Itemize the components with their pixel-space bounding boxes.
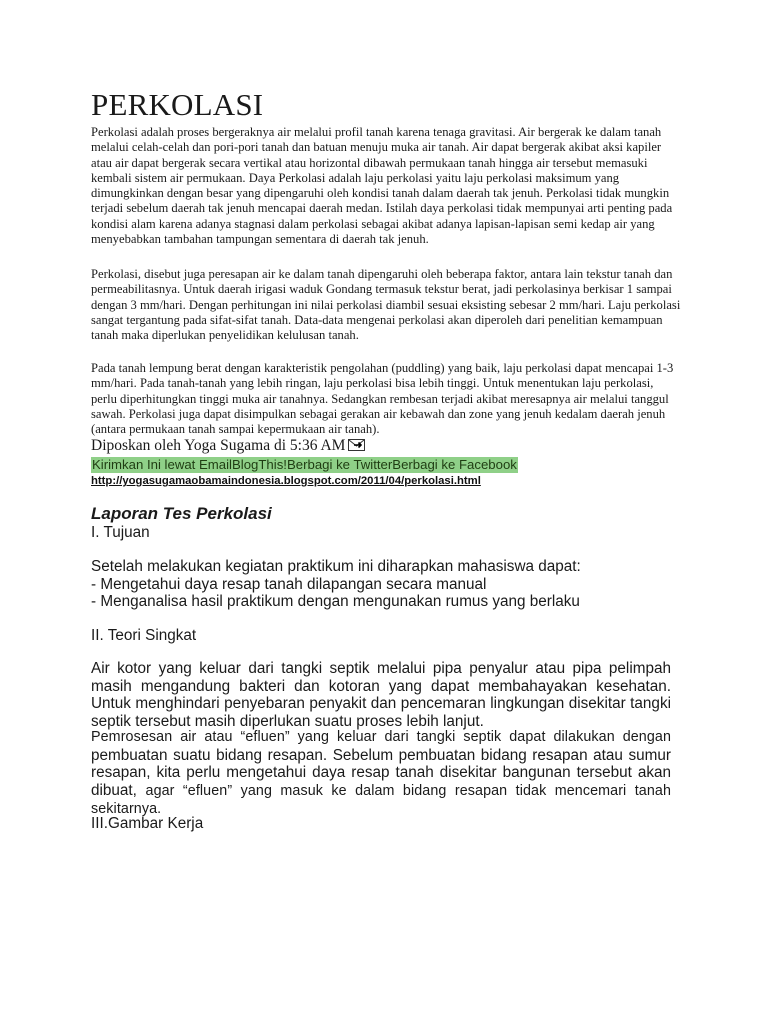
teori-line-c: agar “efluen” yang masuk ke dalam bidang resapan tidak mencemari tanah sekitarnya. bbox=[91, 782, 671, 817]
tujuan-intro: Setelah melakukan kegiatan praktikum ini diharapkan mahasiswa dapat: bbox=[91, 558, 581, 575]
post-footer bbox=[91, 437, 365, 455]
section-teori: II. Teori Singkat bbox=[91, 627, 197, 644]
section-tujuan: I. Tujuan bbox=[91, 524, 150, 541]
email-post-icon[interactable] bbox=[348, 438, 365, 450]
teori-paragraph-2 bbox=[91, 728, 671, 819]
tujuan-bullet-2: - Menganalisa hasil praktikum dengan mengunakan rumus yang berlaku bbox=[91, 593, 580, 610]
share-bar bbox=[91, 457, 518, 473]
share-twitter-link[interactable]: Berbagi ke Twitter bbox=[286, 457, 393, 472]
share-email-link[interactable]: Kirimkan Ini lewat Email bbox=[92, 457, 232, 472]
teori-line-a: Pemrosesan air atau “efluen” yang keluar dari tangki septik dapat dilakukan dengan bbox=[91, 729, 671, 745]
paragraph-2: Perkolasi, disebut juga peresapan air ke dalam tanah dipengaruhi oleh beberapa faktor, antara lain tekstur tanah dan permeabilitasnya. Untuk daerah irigasi waduk Gondang termasuk tekstur berat, jadi perkolasinya berkisar 1 sampai dengan 3 mm/hari. Dengan perhitungan ini nilai perkolasi diambil sesuai eksisting sebesar 2 mm/hari. Laju perkolasi sangat tergantung pada sifat-sifat tanah. Data-data mengenai perkolasi akan diperoleh dari penelitian kemampuan tanah maka diperlukan penyelidikan kelulusan tanah. bbox=[91, 267, 681, 343]
tujuan-bullet-1: - Mengetahui daya resap tanah dilapangan secara manual bbox=[91, 576, 487, 593]
share-facebook-link[interactable]: Berbagi ke Facebook bbox=[392, 457, 517, 472]
share-blogthis-link[interactable]: BlogThis! bbox=[231, 457, 287, 472]
page-title: PERKOLASI bbox=[91, 87, 264, 122]
paragraph-1: Perkolasi adalah proses bergeraknya air melalui profil tanah karena tenaga gravitasi. Air bergerak ke dalam tanah melalui celah-celah dan pori-pori tanah dan batuan menuju muka air tanah. Air dapat bergerak akibat aksi kapiler atau air dapat bergerak secara vertikal atau horizontal dibawah permukaan tanah hingga air tersebut memasuki kembali sistem air permukaan. Daya Perkolasi adalah laju perkolasi yaitu laju perkolasi maksimum yang dimungkinkan dengan besar yang dipengaruhi oleh kondisi tanah dalam daerah tak jenuh. Perkolasi tidak mungkin terjadi sebelum daerah tak jenuh mencapai daerah medan. Istilah daya perkolasi tidak mempunyai arti penting pada kondisi alam karena adanya stagnasi dalam perkolasi sebagai akibat adanya lapisan-lapisan semi kedap air yang menyebabkan tambahan tampungan sementara di daerah tak jenuh. bbox=[91, 125, 673, 247]
teori-paragraph-1: Air kotor yang keluar dari tangki septik melalui pipa penyalur atau pipa pelimpah masih mengandung bakteri dan kotoran yang dapat membahayakan kesehatan. Untuk menghindari penyebaran penyakit dan pencemaran lingkungan disekitar tangki septik tersebut masih diperlukan suatu proses lebih lanjut. bbox=[91, 660, 671, 730]
teori-line-b: pembuatan suatu bidang resapan. Sebelum pembuatan bidang resapan atau sumur resapan, kita perlu mengetahui daya resap tanah disekitar bangunan tersebut akan dibuat, bbox=[91, 746, 671, 799]
section-gambar-kerja: III.Gambar Kerja bbox=[91, 815, 204, 832]
paragraph-3: Pada tanah lempung berat dengan karakteristik pengolahan (puddling) yang baik, laju perkolasi dapat mencapai 1-3 mm/hari. Pada tanah-tanah yang lebih ringan, laju perkolasi bisa lebih tinggi. Untuk menentukan laju perkolasi, perlu diperhitungkan tinggi muka air tanahnya. Sedangkan rembesan terjadi akibat meresapnya air melalui tanggul sawah. Perkolasi juga dapat disimpulkan sebagai gerakan air kebawah dan zone yang jenuh kedalam daerah jenuh (antara permukaan tanah sampai kepermukaan air tanah). bbox=[91, 361, 674, 437]
post-url-link[interactable]: http://yogasugamaobamaindonesia.blogspot.com/2011/04/perkolasi.html bbox=[91, 475, 481, 487]
report-title: Laporan Tes Perkolasi bbox=[91, 504, 272, 523]
posted-by-text: Diposkan oleh Yoga Sugama di 5:36 AM bbox=[91, 437, 346, 454]
